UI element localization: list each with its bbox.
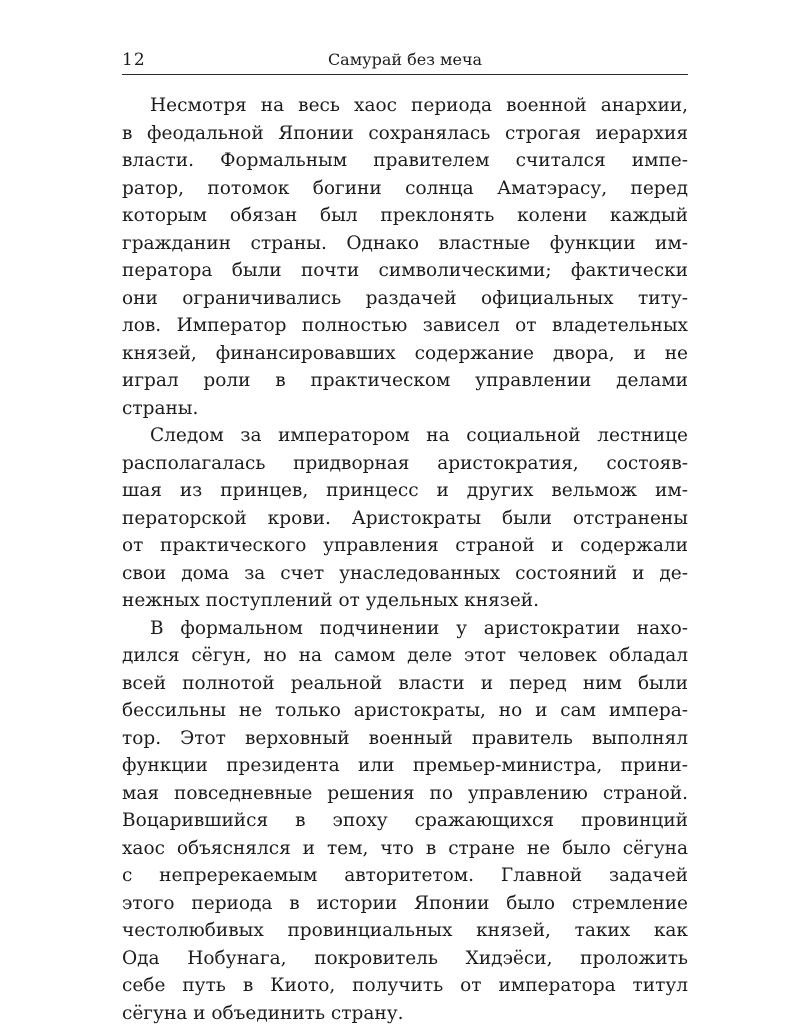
text-line: князей, финансировавших содержание двора, и не — [122, 340, 688, 368]
text-line: честолюбивых провинциальных князей, таких как — [122, 917, 688, 945]
text-line: гражданин страны. Однако властные функции им- — [122, 230, 688, 258]
text-line: от практического управления страной и содержали — [122, 532, 688, 560]
text-line: они ограничивались раздачей официальных титу- — [122, 285, 688, 313]
text-line: шая из принцев, принцесс и других вельмож им- — [122, 477, 688, 505]
text-line: с непререкаемым авторитетом. Главной задачей — [122, 862, 688, 890]
text-line: функции президента или премьер-министра, прини- — [122, 752, 688, 780]
text-line: нежных поступлений от удельных князей. — [122, 587, 688, 615]
text-line: играл роли в практическом управлении делами — [122, 367, 688, 395]
body-text — [122, 92, 688, 1027]
text-line: себе путь в Киото, получить от императора титул — [122, 972, 688, 1000]
running-title: Самурай без меча — [122, 50, 688, 69]
text-line: свои дома за счет унаследованных состояний и де- — [122, 560, 688, 588]
page-number: 12 — [122, 50, 146, 70]
text-line: Несмотря на весь хаос периода военной анархии, — [122, 92, 688, 120]
text-line: ператорской крови. Аристократы были отстранены — [122, 505, 688, 533]
paragraph-aristocracy — [122, 422, 688, 615]
text-line: В формальном подчинении у аристократии нахо- — [122, 615, 688, 643]
text-line: располагалась придворная аристократия, состояв- — [122, 450, 688, 478]
text-line: ратор, потомок богини солнца Аматэрасу, перед — [122, 175, 688, 203]
paragraph-shogun — [122, 615, 688, 1027]
text-line: всей полнотой реальной власти и перед ним были — [122, 670, 688, 698]
text-line: лов. Император полностью зависел от владетельных — [122, 312, 688, 340]
text-line: Ода Нобунага, покровитель Хидэёси, проложить — [122, 945, 688, 973]
text-line: Следом за императором на социальной лестнице — [122, 422, 688, 450]
text-line: сёгуна и объединить страну. — [122, 1000, 688, 1027]
text-line: бессильны не только аристократы, но и сам импера- — [122, 697, 688, 725]
text-line: страны. — [122, 395, 688, 423]
text-line: мая повседневные решения по управлению страной. — [122, 780, 688, 808]
text-line: Воцарившийся в эпоху сражающихся провинций — [122, 807, 688, 835]
text-line: власти. Формальным правителем считался импе- — [122, 147, 688, 175]
text-line: которым обязан был преклонять колени каждый — [122, 202, 688, 230]
text-line: ператора были почти символическими; фактически — [122, 257, 688, 285]
page-header — [122, 46, 688, 75]
text-line: хаос объяснялся и тем, что в стране не было сёгуна — [122, 835, 688, 863]
text-line: в феодальной Японии сохранялась строгая иерархия — [122, 120, 688, 148]
text-line: тор. Этот верховный военный правитель выполнял — [122, 725, 688, 753]
text-line: этого периода в истории Японии было стремление — [122, 890, 688, 918]
paragraph-hierarchy — [122, 92, 688, 422]
text-line: дился сёгун, но на самом деле этот человек обладал — [122, 642, 688, 670]
